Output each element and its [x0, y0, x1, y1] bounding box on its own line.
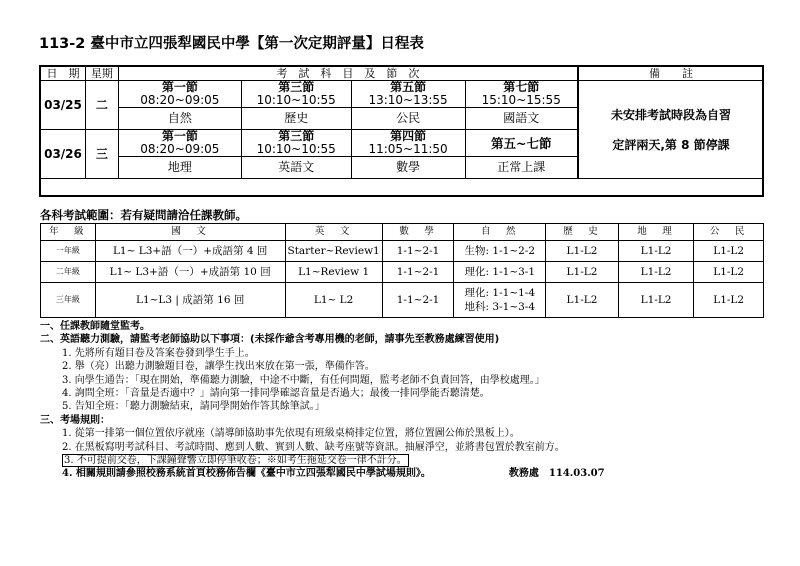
note-3-item-boxed: 3. 不可提前交卷，下課鐘聲響立即停筆收卷；※如考生拖延交卷一律不計分。	[64, 455, 407, 467]
day2-weekday: 三	[85, 130, 118, 179]
exam-schedule-table	[40, 66, 764, 179]
day1-date: 03/25	[41, 81, 86, 130]
note-3: 三、考場規則：	[40, 414, 110, 426]
note-2-item: 5. 告知全班：「聽力測驗結束，請同學開始作答其餘筆試。」	[62, 401, 325, 413]
civics-cell: L1-L2	[694, 241, 764, 262]
day2-subject-1: 地理	[118, 157, 241, 179]
range-header-history: 歷 史	[546, 224, 619, 241]
day1-weekday: 二	[85, 81, 118, 130]
history-cell: L1-L2	[546, 262, 619, 283]
weekday-header: 星期	[85, 67, 118, 81]
note-3-item: 1. 從第一排第一個位置依序就座（請導師協助事先依現有班級桌椅排定位置，將位置圖公佈於黑板上）。	[62, 428, 520, 440]
grade-cell: 三年級	[41, 283, 96, 318]
day1-period-3: 第五節 13:10~13:55	[351, 81, 465, 108]
math-cell: 1-1~2-1	[382, 262, 454, 283]
note-3-item: 2. 在黑板寫明考試科目、考試時間、應到人數、實到人數、缺考座號等資訊。抽屜淨空，並將書包置於教室前方。	[62, 441, 565, 453]
chinese-cell: L1~ L3+語（一）+成語第 10 回	[95, 262, 285, 283]
civics-cell: L1-L2	[694, 262, 764, 283]
note-2: 二、英語聽力測驗，請監考老師協助以下事項：(未採作爺含考專用機的老師，請事先至教務處練習使用)	[40, 334, 500, 346]
day2-period-3: 第四節 11:05~11:50	[351, 130, 465, 157]
history-cell: L1-L2	[546, 283, 619, 318]
page-title: 113-2 臺中市立四張犁國民中學【第一次定期評量】日程表	[39, 36, 424, 52]
table-row	[41, 241, 764, 262]
day1-subject-2: 歷史	[241, 108, 351, 130]
range-header-chinese: 國 文	[95, 224, 285, 241]
geography-cell: L1-L2	[618, 283, 694, 318]
exam-range-table	[40, 223, 764, 318]
science-cell: 生物: 1-1~2-2	[454, 241, 546, 262]
day1-period-4: 第七節 15:10~15:55	[465, 81, 578, 108]
range-header-geography: 地 理	[618, 224, 694, 241]
geography-cell: L1-L2	[618, 262, 694, 283]
science-cell: 理化: 1-1~1-4 地科: 3-1~3-4	[454, 283, 546, 318]
day1-period-1: 第一節 08:20~09:05	[118, 81, 241, 108]
note-2-item: 1. 先將所有題目卷及答案卷發到學生手上。	[62, 347, 255, 359]
grade-cell: 一年級	[41, 241, 96, 262]
range-header-civics: 公 民	[694, 224, 764, 241]
notes-section	[40, 320, 605, 481]
range-header-science: 自 然	[454, 224, 546, 241]
table-row	[41, 283, 764, 318]
range-header-english: 英 文	[285, 224, 382, 241]
day2-period-1: 第一節 08:20~09:05	[118, 130, 241, 157]
day2-subject-2: 英語文	[241, 157, 351, 179]
note-2-item: 2. 舉（亮）出聽力測驗題目卷，讓學生找出來放在第一張，準備作答。	[62, 361, 375, 373]
day1-period-2: 第三節 10:10~10:55	[241, 81, 351, 108]
day1-subject-1: 自然	[118, 108, 241, 130]
range-header-math: 數 學	[382, 224, 454, 241]
day2-period-2: 第三節 10:10~10:55	[241, 130, 351, 157]
note-2-item: 3. 向學生通告：「現在開始，準備聽力測驗，中途不中斷，有任何問題，監考老師不負責回答，由學校處理。」	[62, 374, 545, 386]
geography-cell: L1-L2	[618, 241, 694, 262]
day2-date: 03/26	[41, 130, 86, 179]
note-3-item-4: 4. 相關規則請參照校務系統首頁校務佈告欄《臺中市立四張犁國民中學試場規則》。 教務處 114.03.07	[62, 468, 605, 480]
english-cell: Starter~Review1	[285, 241, 382, 262]
day2-subject-3: 數學	[351, 157, 465, 179]
remark-cell: 未安排考試時段為自習 定評兩天,第 8 節停課	[578, 81, 764, 179]
chinese-cell: L1~ L3+語（一）+成語第 4 回	[95, 241, 285, 262]
remark-header: 備 註	[578, 67, 764, 81]
english-cell: L1~Review 1	[285, 262, 382, 283]
note-1: 一、任課教師隨堂監考。	[40, 321, 150, 332]
civics-cell: L1-L2	[694, 283, 764, 318]
grade-cell: 二年級	[41, 262, 96, 283]
day2-subject-4: 正常上課	[465, 157, 578, 179]
range-header-grade: 年 級	[41, 224, 96, 241]
day2-period-4: 第五~七節	[465, 130, 578, 157]
math-cell: 1-1~2-1	[382, 241, 454, 262]
subjects-header: 考 試 科 目 及 節 次	[118, 67, 578, 81]
signature: 教務處 114.03.07	[508, 468, 605, 480]
chinese-cell: L1~L3 | 成語第 16 回	[95, 283, 285, 318]
range-title: 各科考試範圍：若有疑問請洽任課教師。	[40, 208, 247, 222]
day1-subject-3: 公民	[351, 108, 465, 130]
history-cell: L1-L2	[546, 241, 619, 262]
math-cell: 1-1~2-1	[382, 283, 454, 318]
science-cell: 理化: 1-1~3-1	[454, 262, 546, 283]
english-cell: L1~ L2	[285, 283, 382, 318]
table-row	[41, 262, 764, 283]
date-header: 日 期	[41, 67, 86, 81]
note-2-item: 4. 詢問全班：「音量是否適中？」請向第一排同學確認音量是否過大；最後一排同學能否聽清楚。	[62, 388, 490, 400]
day1-subject-4: 國語文	[465, 108, 578, 130]
